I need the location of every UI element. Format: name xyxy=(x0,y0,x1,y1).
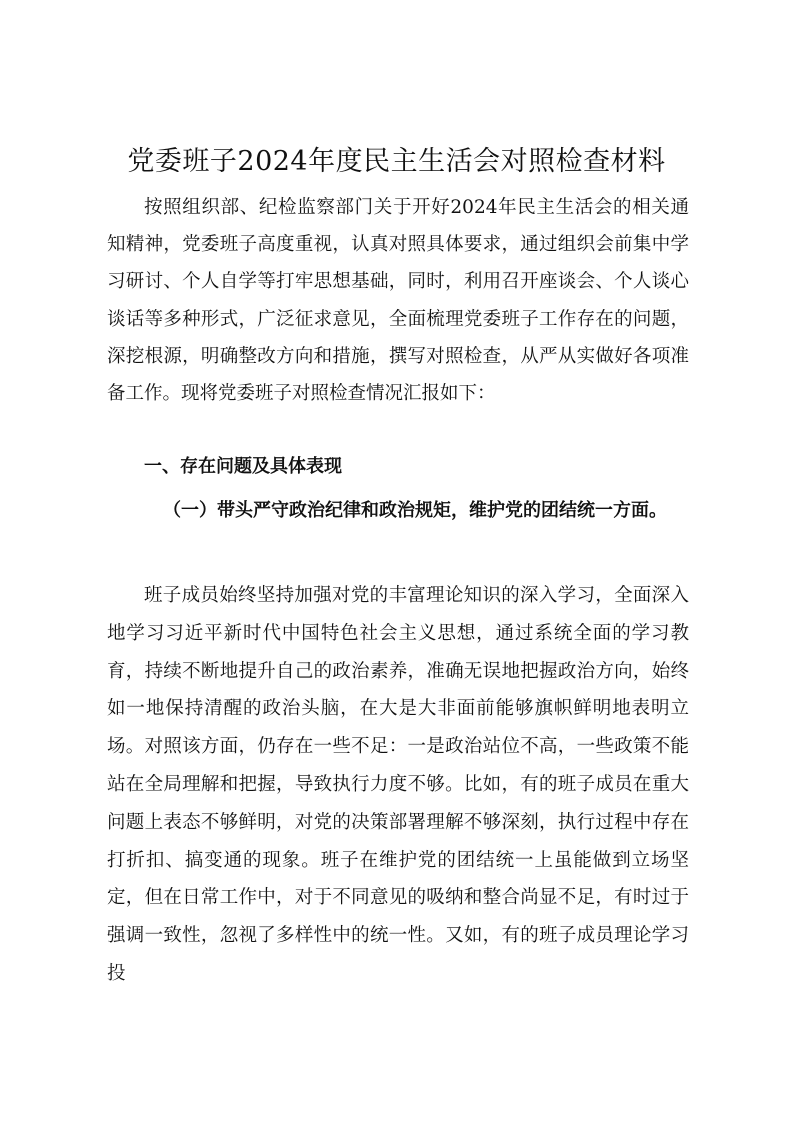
document-title: 党委班子2024年度民主生活会对照检查材料 xyxy=(127,146,666,177)
subsection-heading: （一）带头严守政治纪律和政治规矩，维护党的团结统一方面。 xyxy=(163,500,667,521)
section-heading: 一、存在问题及具体表现 xyxy=(144,456,342,477)
body-paragraph: 班子成员始终坚持加强对党的丰富理论知识的深入学习，全面深入地学习习近平新时代中国特色社会主义思想，通过系统全面的学习教育，持续不断地提升自己的政治素养，准确无误地把握政治方向，始终如一地保持清醒的政治头脑，在大是大非面前能够旗帜鲜明地表明立场。对照该方面，仍存在一些不足：一是政治站位不高，一些政策不能站在全局理解和把握，导致执行力度不够。比如，有的班子成员在重大问题上表态不够鲜明，对党的决策部署理解不够深刻，执行过程中存在打折扣、搞变通的现象。班子在维护党的团结统一上虽能做到立场坚定，但在日常工作中，对于不同意见的吸纳和整合尚显不足，有时过于强调一致性，忽视了多样性中的统一性。又如，有的班子成员理论学习投 xyxy=(107,585,689,984)
intro-paragraph: 按照组织部、纪检监察部门关于开好2024年民主生活会的相关通知精神，党委班子高度重视，认真对照具体要求，通过组织会前集中学习研讨、个人自学等打牢思想基础，同时，利用召开座谈会、个人谈心谈话等多种形式，广泛征求意见，全面梳理党委班子工作存在的问题，深挖根源，明确整改方向和措施，撰写对照检查，从严从实做好各项准备工作。现将党委班子对照检查情况汇报如下： xyxy=(107,197,689,405)
